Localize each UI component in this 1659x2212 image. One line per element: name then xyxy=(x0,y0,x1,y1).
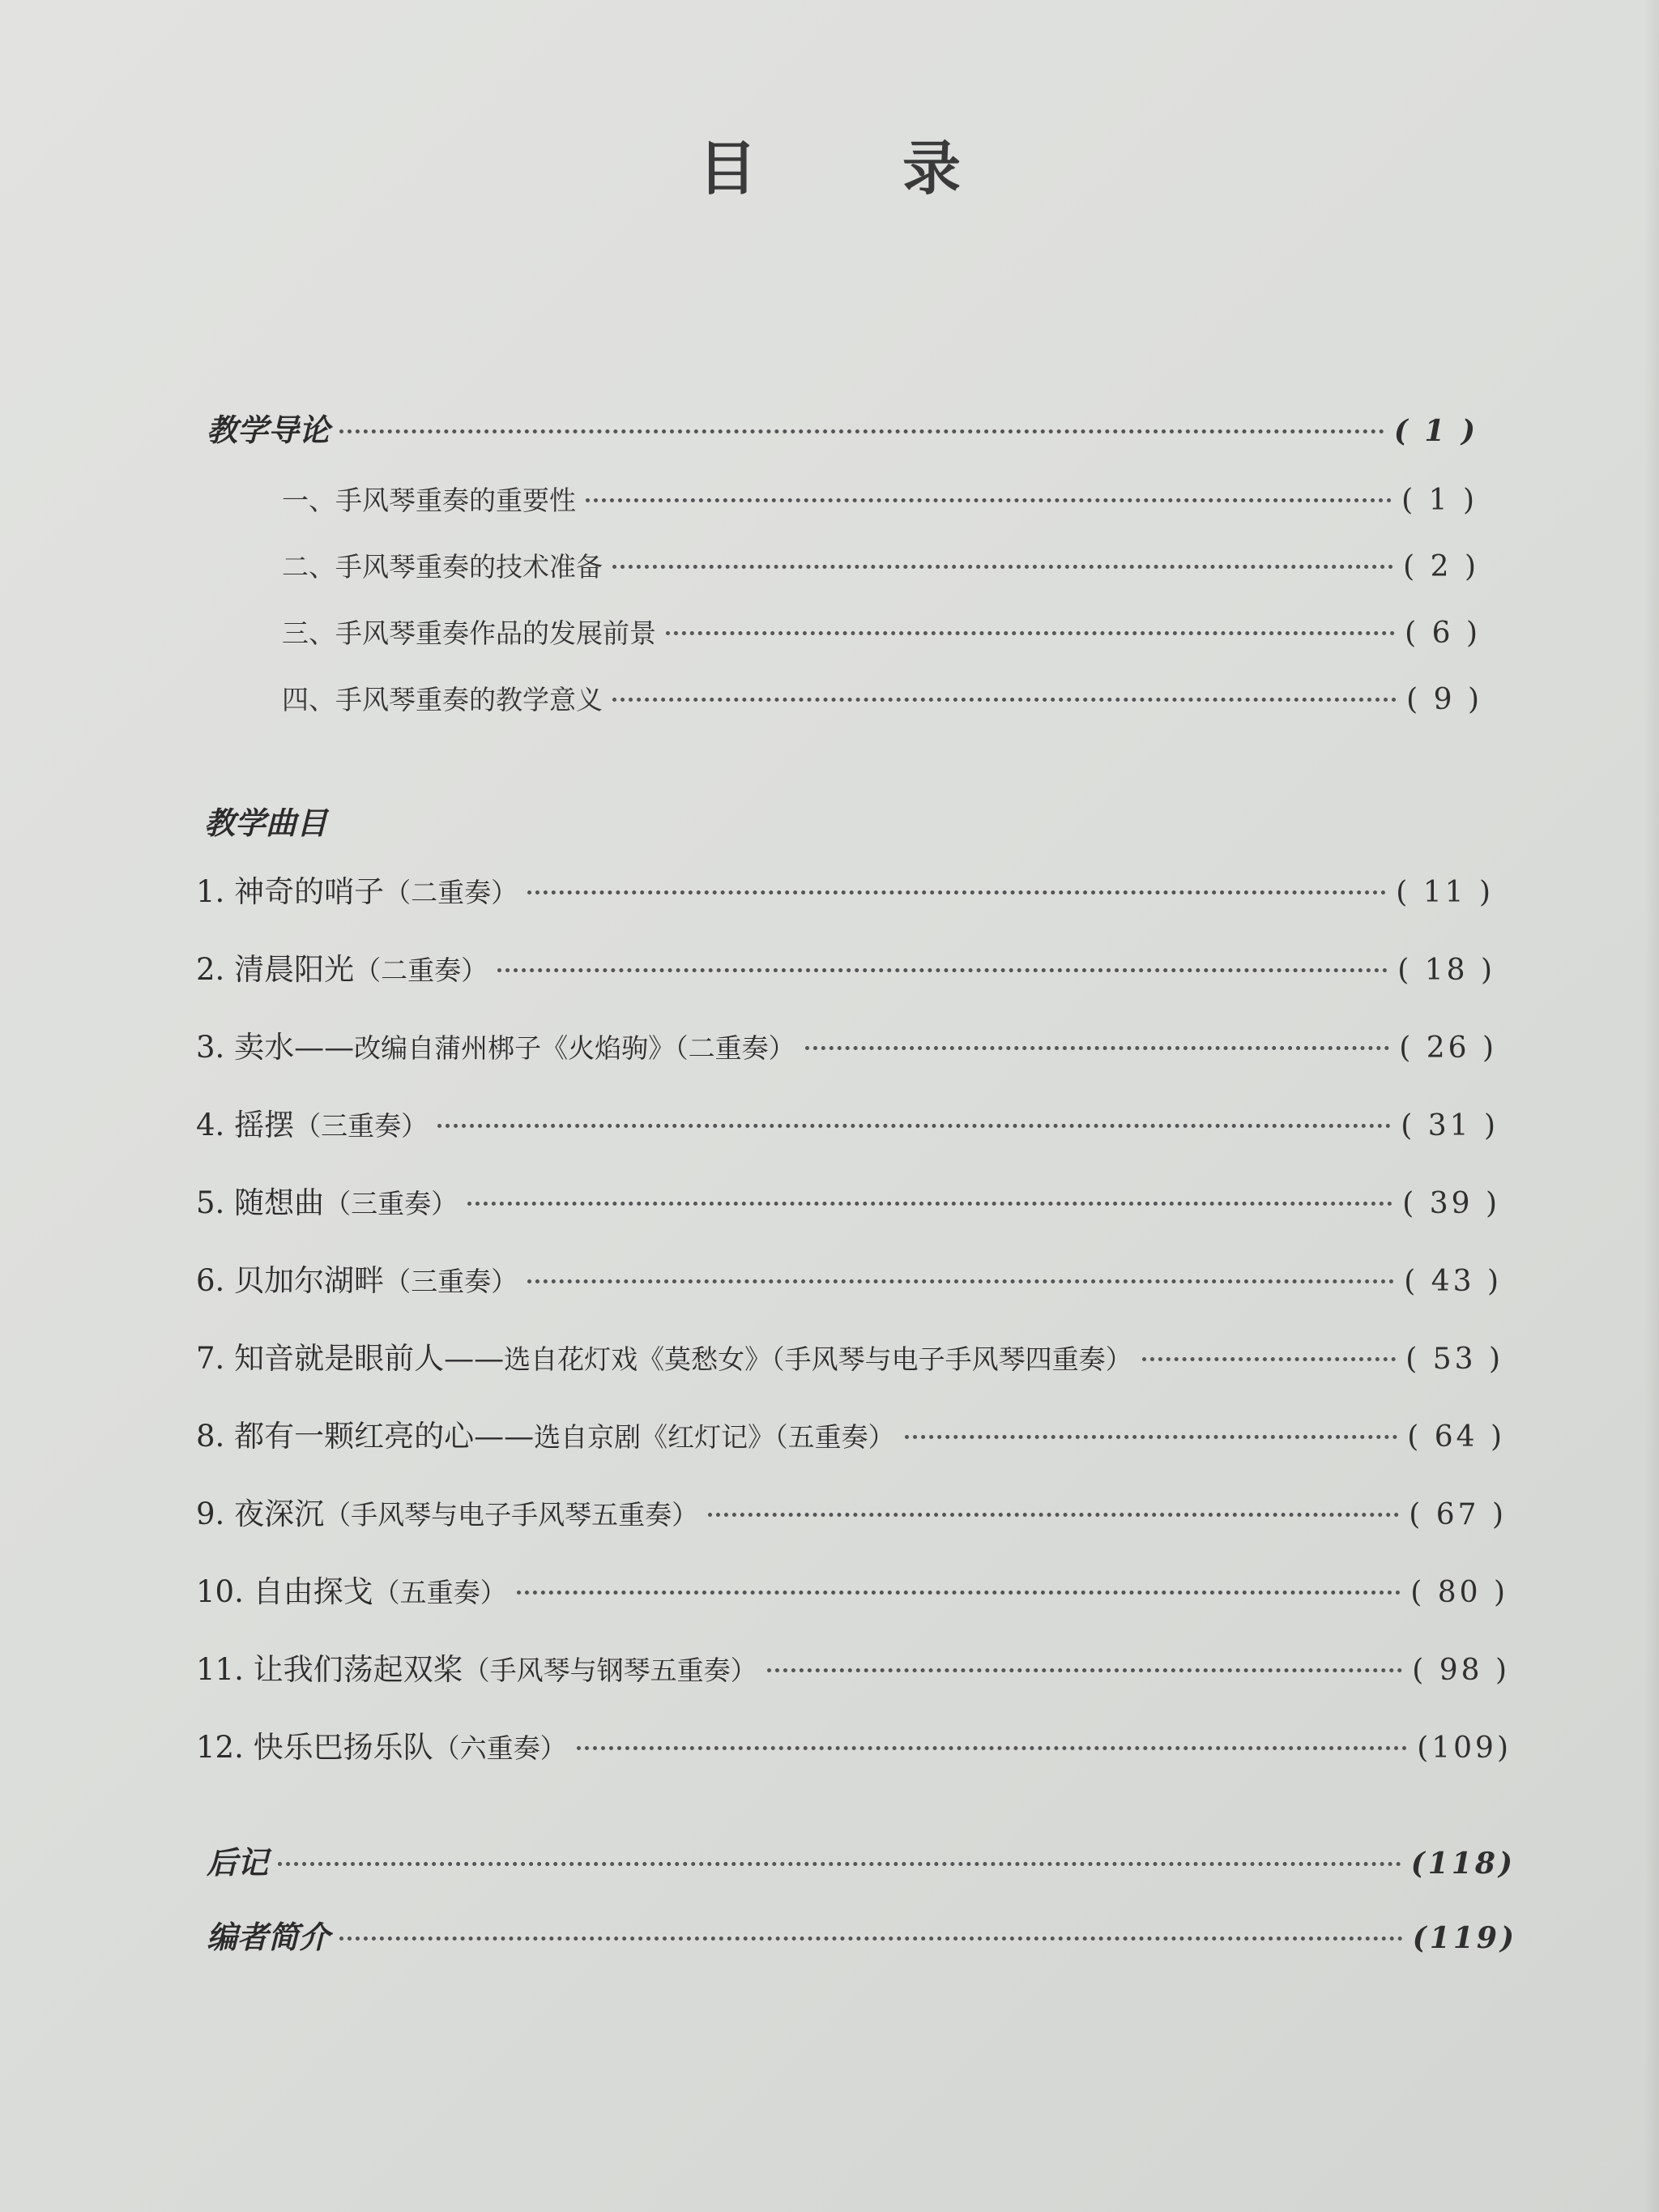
piece-title: 都有一颗红亮的心—— xyxy=(234,1419,535,1454)
toc-entry-label xyxy=(196,945,488,989)
piece-title: 快乐巴扬乐队 xyxy=(253,1730,433,1765)
toc-entry-piece-10[interactable] xyxy=(196,1567,1508,1611)
dot-leader xyxy=(467,1202,1392,1206)
toc-entry-page: ( 1 ) xyxy=(1401,484,1478,517)
toc-entry-label xyxy=(196,1411,895,1455)
piece-title: 夜深沉 xyxy=(234,1497,325,1531)
toc-entry-label xyxy=(196,1256,518,1300)
page-edge-shadow xyxy=(1644,0,1659,2212)
toc-entry-page: (118) xyxy=(1410,1847,1516,1881)
toc-entry-page: ( 31 ) xyxy=(1401,1109,1499,1142)
toc-entry-label xyxy=(196,1723,567,1766)
toc-entry-intro-2[interactable] xyxy=(282,546,1479,584)
toc-entry-piece-2[interactable] xyxy=(196,945,1495,989)
piece-title: 清晨阳光 xyxy=(234,952,355,987)
toc-entry-label: 三、手风琴重奏作品的发展前景 xyxy=(282,617,656,649)
toc-entry-label xyxy=(196,1567,507,1611)
toc-entry-label: 四、手风琴重奏的教学意义 xyxy=(282,684,603,715)
piece-number: 1. xyxy=(196,874,225,909)
toc-entry-page: ( 80 ) xyxy=(1410,1576,1508,1609)
toc-entry-label xyxy=(196,867,518,911)
toc-entry-label xyxy=(196,1645,757,1689)
toc-entry-page: (109) xyxy=(1417,1732,1512,1765)
toc-entry-page: ( 1 ) xyxy=(1393,414,1478,448)
piece-number: 8. xyxy=(196,1419,225,1454)
toc-entry-page: ( 11 ) xyxy=(1396,876,1494,909)
dot-leader xyxy=(527,890,1386,895)
dot-leader xyxy=(805,1046,1390,1050)
piece-note: （三重奏） xyxy=(324,1188,458,1219)
toc-entry-page: ( 18 ) xyxy=(1397,954,1495,987)
dot-leader xyxy=(527,1279,1394,1283)
toc-entry-editors[interactable] xyxy=(207,1912,1517,1957)
toc-entry-page: ( 26 ) xyxy=(1399,1031,1497,1065)
piece-number: 9. xyxy=(196,1497,225,1531)
piece-title: 贝加尔湖畔 xyxy=(234,1263,385,1298)
toc-entry-piece-9[interactable] xyxy=(196,1489,1507,1533)
piece-title: 让我们荡起双桨 xyxy=(253,1652,463,1687)
dot-leader xyxy=(767,1668,1403,1672)
toc-entry-intro-3[interactable] xyxy=(282,613,1481,651)
dot-leader xyxy=(1142,1357,1397,1361)
toc-entry-piece-11[interactable] xyxy=(196,1645,1510,1689)
piece-note: 改编自蒲州梆子《火焰驹》（二重奏） xyxy=(354,1032,795,1064)
piece-note: （六重奏） xyxy=(433,1732,567,1764)
piece-note: （五重奏） xyxy=(373,1577,507,1608)
page-title xyxy=(0,122,1659,206)
piece-title: 卖水—— xyxy=(234,1030,355,1065)
toc-entry-piece-4[interactable] xyxy=(196,1100,1499,1144)
title-char-2: 录 xyxy=(902,134,962,203)
toc-entry-page: (119) xyxy=(1412,1921,1517,1955)
toc-entry-piece-5[interactable] xyxy=(196,1178,1500,1222)
piece-title: 摇摆 xyxy=(234,1108,295,1142)
piece-note: 选自京剧《红灯记》（五重奏） xyxy=(534,1421,895,1453)
toc-entry-label: 一、手风琴重奏的重要性 xyxy=(282,485,576,516)
toc-entry-piece-12[interactable] xyxy=(196,1723,1512,1766)
piece-number: 11. xyxy=(196,1652,244,1687)
toc-entry-label: 二、手风琴重奏的技术准备 xyxy=(282,551,603,583)
toc-entry-intro-1[interactable] xyxy=(282,480,1478,518)
dot-leader xyxy=(612,565,1393,569)
dot-leader xyxy=(517,1591,1401,1595)
toc-entry-page: ( 64 ) xyxy=(1407,1420,1505,1454)
piece-title: 知音就是眼前人—— xyxy=(234,1341,505,1376)
piece-number: 3. xyxy=(196,1030,225,1065)
piece-number: 4. xyxy=(196,1108,225,1142)
dot-leader xyxy=(905,1435,1398,1439)
toc-entry-label xyxy=(196,1489,698,1533)
toc-entry-label xyxy=(196,1334,1132,1377)
piece-number: 10. xyxy=(196,1574,244,1609)
dot-leader xyxy=(339,1937,1403,1941)
dot-leader xyxy=(497,968,1388,972)
dot-leader xyxy=(278,1862,1401,1866)
dot-leader xyxy=(577,1746,1408,1750)
piece-note: （二重奏） xyxy=(384,877,518,908)
piece-note: （手风琴与钢琴五重奏） xyxy=(463,1655,757,1686)
dot-leader xyxy=(612,698,1397,702)
toc-entry-label: 编者简介 xyxy=(207,1919,331,1955)
toc-entry-label: 后记 xyxy=(207,1844,269,1881)
piece-note: （二重奏） xyxy=(354,954,488,986)
dot-leader xyxy=(666,631,1395,635)
toc-entry-page: ( 53 ) xyxy=(1405,1343,1503,1376)
piece-title: 随想曲 xyxy=(234,1185,325,1220)
toc-entry-page: ( 98 ) xyxy=(1412,1654,1510,1687)
toc-entry-label xyxy=(196,1178,458,1222)
dot-leader xyxy=(708,1513,1399,1517)
piece-note: （三重奏） xyxy=(294,1110,429,1142)
toc-entry-piece-6[interactable] xyxy=(196,1256,1502,1300)
toc-entry-label xyxy=(196,1023,795,1066)
piece-title: 自由探戈 xyxy=(253,1574,373,1609)
toc-entry-intro[interactable] xyxy=(207,405,1478,450)
dot-leader xyxy=(339,429,1384,433)
piece-title: 神奇的哨子 xyxy=(234,874,385,909)
piece-note: 选自花灯戏《莫愁女》（手风琴与电子手风琴四重奏） xyxy=(504,1343,1132,1375)
toc-entry-piece-3[interactable] xyxy=(196,1023,1497,1066)
toc-entry-page: ( 39 ) xyxy=(1402,1187,1500,1220)
dot-leader xyxy=(437,1124,1391,1128)
piece-note: （三重奏） xyxy=(384,1266,518,1297)
toc-entry-piece-1[interactable] xyxy=(196,867,1494,911)
piece-number: 2. xyxy=(196,952,225,987)
toc-entry-intro-4[interactable] xyxy=(282,679,1482,717)
toc-entry-page: ( 9 ) xyxy=(1406,683,1482,716)
toc-entry-label: 教学导论 xyxy=(207,412,331,448)
piece-number: 12. xyxy=(196,1730,244,1765)
title-char-1: 目 xyxy=(697,134,757,203)
toc-entry-piece-7[interactable] xyxy=(196,1334,1503,1377)
toc-entry-page: ( 2 ) xyxy=(1403,550,1479,583)
piece-number: 5. xyxy=(196,1185,225,1220)
toc-entry-label xyxy=(196,1100,428,1144)
toc-entry-page: ( 67 ) xyxy=(1409,1498,1507,1531)
piece-number: 6. xyxy=(196,1263,225,1298)
piece-note: （手风琴与电子手风琴五重奏） xyxy=(324,1499,699,1531)
toc-entry-page: ( 6 ) xyxy=(1405,617,1481,650)
toc-entry-piece-8[interactable] xyxy=(196,1411,1505,1455)
toc-entry-afterword[interactable] xyxy=(207,1838,1516,1882)
piece-number: 7. xyxy=(196,1341,225,1376)
toc-entry-page: ( 43 ) xyxy=(1404,1265,1502,1298)
dot-leader xyxy=(586,498,1392,502)
section-heading-pieces: 教学曲目 xyxy=(204,805,328,841)
